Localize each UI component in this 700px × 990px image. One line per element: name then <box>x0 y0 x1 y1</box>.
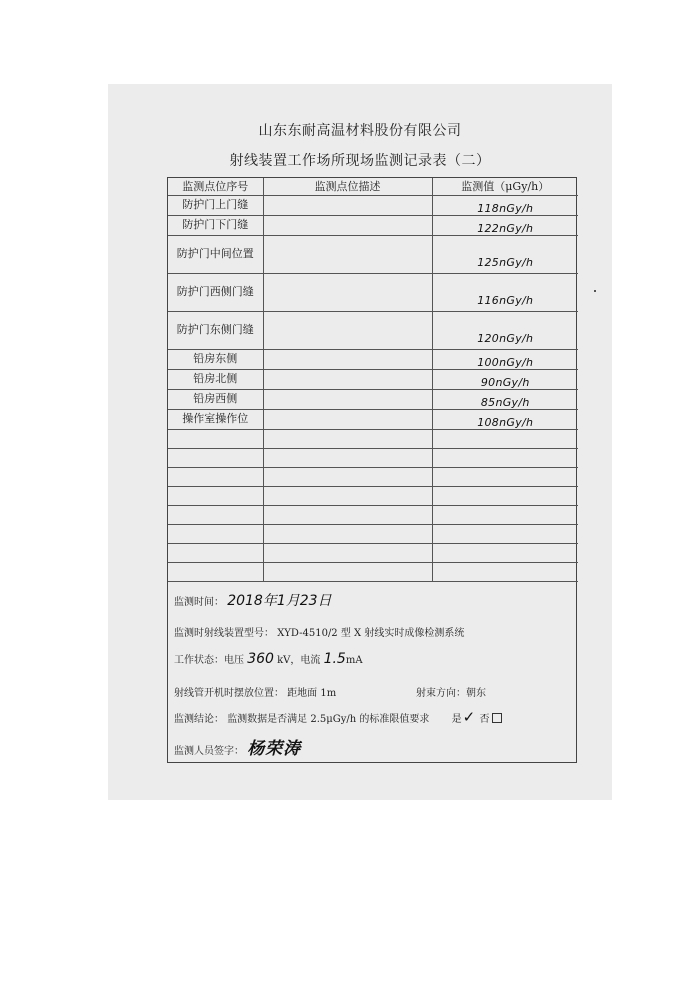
inspector-line <box>174 734 301 759</box>
row-description <box>263 409 432 429</box>
row-location: 铅房西侧 <box>168 389 263 409</box>
kv-unit: kV，电流 <box>277 655 321 666</box>
beam-direction <box>416 684 486 699</box>
table-row <box>168 349 578 369</box>
row-description <box>263 273 432 311</box>
handwritten-value: 85nGy/h <box>480 395 530 409</box>
inspector-signature: 杨荣涛 <box>247 739 302 759</box>
row-location: 操作室操作位 <box>168 409 263 429</box>
tube-position-value: 距地面 1m <box>287 688 337 699</box>
header-point-description: 监测点位描述 <box>263 178 432 195</box>
row-value <box>432 235 578 273</box>
handwritten-value: 120nGy/h <box>477 331 534 345</box>
row-description <box>263 389 432 409</box>
header-measured-value: 监测值（μGy/h） <box>432 178 578 195</box>
working-status-label: 工作状态：电压 <box>174 655 244 666</box>
handwritten-value: 90nGy/h <box>480 375 530 389</box>
row-description <box>263 195 432 215</box>
table-row <box>168 235 578 273</box>
table-row <box>168 215 578 235</box>
row-location: 防护门西侧门缝 <box>168 273 263 311</box>
row-value <box>432 311 578 349</box>
table-header-row <box>168 178 578 195</box>
table-row <box>168 389 578 409</box>
pen-mark <box>594 290 596 292</box>
row-location: 防护门上门缝 <box>168 195 263 215</box>
conclusion-line <box>174 708 502 726</box>
empty-row <box>168 486 578 505</box>
row-value <box>432 195 578 215</box>
inspector-label: 监测人员签字： <box>174 746 244 757</box>
monitoring-time-value: 2018年1月23日 <box>227 593 332 609</box>
handwritten-value: 100nGy/h <box>477 355 534 369</box>
device-model-value: XYD-4510/2 型 X 射线实时成像检测系统 <box>277 628 465 639</box>
empty-row <box>168 467 578 486</box>
empty-row <box>168 429 578 448</box>
device-model-line <box>174 624 464 639</box>
row-description <box>263 311 432 349</box>
handwritten-value: 108nGy/h <box>477 415 534 429</box>
working-status-line <box>174 651 363 667</box>
table-row <box>168 311 578 349</box>
form-title: 射线装置工作场所现场监测记录表（二） <box>229 153 491 169</box>
beam-direction-value: 朝东 <box>466 688 486 699</box>
conclusion-label: 监测结论： <box>174 714 224 725</box>
row-location: 铅房北侧 <box>168 369 263 389</box>
checkbox-empty-icon <box>492 713 502 723</box>
current-value: 1.5 <box>323 651 346 667</box>
scanned-page <box>108 84 612 800</box>
handwritten-value: 116nGy/h <box>477 293 534 307</box>
row-value <box>432 273 578 311</box>
handwritten-value: 118nGy/h <box>477 201 534 215</box>
monitoring-table <box>168 178 578 582</box>
empty-row <box>168 524 578 543</box>
row-location: 防护门下门缝 <box>168 215 263 235</box>
handwritten-value: 122nGy/h <box>477 221 534 235</box>
row-value <box>432 349 578 369</box>
device-model-label: 监测时射线装置型号： <box>174 628 274 639</box>
row-description <box>263 235 432 273</box>
record-form <box>167 177 577 763</box>
row-description <box>263 369 432 389</box>
yes-option-label: 是 <box>451 714 462 725</box>
row-value <box>432 389 578 409</box>
ma-unit: mA <box>345 655 363 666</box>
tube-position-label: 射线管开机时摆放位置： <box>174 688 284 699</box>
checkmark-icon: ✓ <box>462 708 476 726</box>
empty-row <box>168 543 578 562</box>
table-row <box>168 195 578 215</box>
conclusion-text: 监测数据是否满足 2.5μGy/h 的标准限值要求 <box>227 714 430 725</box>
table-row <box>168 409 578 429</box>
voltage-value: 360 <box>247 651 274 667</box>
row-location: 防护门中间位置 <box>168 235 263 273</box>
row-location: 铅房东侧 <box>168 349 263 369</box>
row-location: 防护门东侧门缝 <box>168 311 263 349</box>
row-description <box>263 349 432 369</box>
row-value <box>432 369 578 389</box>
tube-position-line <box>174 684 572 699</box>
row-value <box>432 215 578 235</box>
empty-row <box>168 562 578 581</box>
no-option-label: 否 <box>479 714 490 725</box>
monitoring-time-line <box>174 590 332 610</box>
table-row <box>168 273 578 311</box>
row-value <box>432 409 578 429</box>
monitoring-time-label: 监测时间： <box>174 597 224 608</box>
empty-row <box>168 448 578 467</box>
beam-direction-label: 射束方向： <box>416 688 466 699</box>
empty-row <box>168 505 578 524</box>
table-row <box>168 369 578 389</box>
header-point-number: 监测点位序号 <box>168 178 263 195</box>
row-description <box>263 215 432 235</box>
handwritten-value: 125nGy/h <box>477 255 534 269</box>
company-name: 山东东耐高温材料股份有限公司 <box>258 123 462 139</box>
